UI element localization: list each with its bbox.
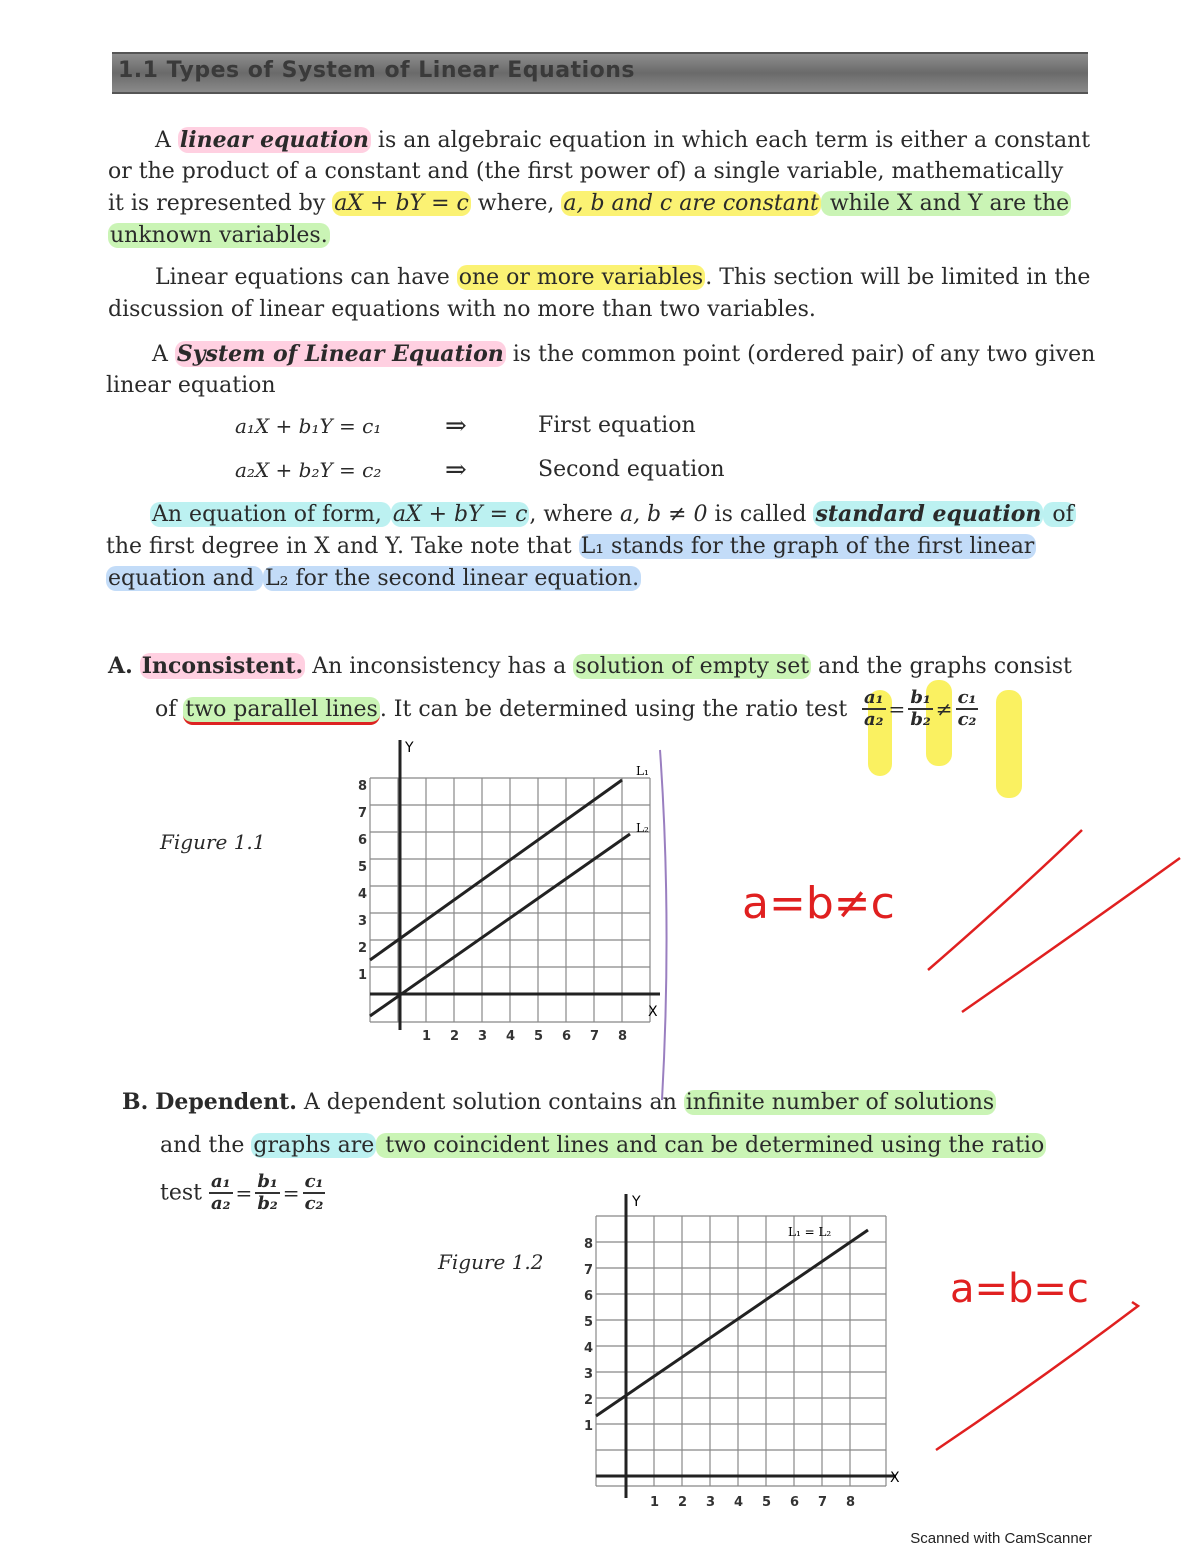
line-l1-l2 xyxy=(596,1230,868,1416)
svg-text:2: 2 xyxy=(584,1393,594,1408)
handwritten-note: a=b≠c xyxy=(742,878,895,929)
intro-line-2: or the product of a constant and (the first power of) a single variable, mathematically xyxy=(108,159,1064,184)
svg-text:3: 3 xyxy=(478,1029,488,1044)
pen-stroke xyxy=(660,750,667,1100)
svg-text:4: 4 xyxy=(734,1495,744,1510)
svg-text:7: 7 xyxy=(584,1263,594,1278)
section-title: 1.1 Types of System of Linear Equations xyxy=(118,58,635,83)
svg-text:8: 8 xyxy=(618,1029,628,1044)
dependent-line-2: and the graphs are two coincident lines and can be determined using the ratio xyxy=(160,1133,1045,1158)
svg-text:3: 3 xyxy=(358,914,368,929)
svg-text:2: 2 xyxy=(358,941,368,956)
equation-2-label: Second equation xyxy=(538,457,725,482)
inconsistent-line-1: A. Inconsistent. An inconsistency has a solution of empty set and the graphs consist xyxy=(108,653,1072,679)
standard-line-2: the first degree in X and Y. Take note that L₁ stands for the graph of the first linear xyxy=(106,534,1035,559)
svg-text:2: 2 xyxy=(450,1029,460,1044)
ratio-test-inconsistent: $\frac{\text{a₁}}{\text{a₂}}$ = $\frac{\text{b₁}}{\text{b₂}}$ ≠ $\frac{\text{c₁}}{\text{c₂}}$ xyxy=(864,687,977,730)
svg-text:3: 3 xyxy=(706,1495,716,1510)
svg-text:5: 5 xyxy=(762,1495,772,1510)
intro-line-4: unknown variables. xyxy=(110,223,328,248)
svg-text:5: 5 xyxy=(584,1315,594,1330)
svg-text:4: 4 xyxy=(506,1029,516,1044)
y-axis-label: Y xyxy=(405,740,414,756)
intro-p2-line-1: Linear equations can have one or more variables. This section will be limited in the xyxy=(155,265,1091,290)
equation-1-label: First equation xyxy=(538,413,696,438)
svg-text:3: 3 xyxy=(584,1367,594,1382)
svg-text:4: 4 xyxy=(584,1341,594,1356)
svg-text:7: 7 xyxy=(590,1029,600,1044)
l1-label: L₁ xyxy=(636,764,649,778)
figure-1-2-caption: Figure 1.2 xyxy=(438,1250,544,1274)
svg-text:4: 4 xyxy=(358,887,368,902)
svg-text:6: 6 xyxy=(790,1495,800,1510)
svg-text:8: 8 xyxy=(584,1237,594,1252)
equation-1: a₁X + b₁Y = c₁ xyxy=(235,414,382,438)
term-system: System of Linear Equation xyxy=(176,341,504,367)
pen-stroke xyxy=(928,830,1082,970)
dependent-line-1: B. Dependent. A dependent solution contains an infinite number of solutions xyxy=(122,1089,995,1115)
intro-line-3: it is represented by aX + bY = c where, a, b and c are constant while X and Y are the xyxy=(108,191,1070,216)
figure-1-1-graph xyxy=(330,730,680,1050)
equation-2: a₂X + b₂Y = c₂ xyxy=(235,458,382,482)
y-axis-label: Y xyxy=(632,1194,641,1210)
inconsistent-heading: Inconsistent. xyxy=(141,653,304,679)
figure-1-1-caption: Figure 1.1 xyxy=(160,830,266,854)
intro-p3-line-1: A System of Linear Equation is the common point (ordered pair) of any two given xyxy=(152,341,1096,367)
svg-text:7: 7 xyxy=(818,1495,828,1510)
svg-text:8: 8 xyxy=(358,779,368,794)
intro-p3-line-2: linear equation xyxy=(106,373,276,398)
svg-text:6: 6 xyxy=(584,1289,594,1304)
svg-text:6: 6 xyxy=(562,1029,572,1044)
intro-p2-line-2: discussion of linear equations with no more than two variables. xyxy=(108,297,816,322)
svg-text:1: 1 xyxy=(650,1495,660,1510)
handwritten-annotations-1 xyxy=(650,740,1200,1100)
footer-watermark: Scanned with CamScanner xyxy=(910,1530,1092,1547)
l2-label: L₂ xyxy=(636,821,649,835)
svg-text:1: 1 xyxy=(358,968,368,983)
pen-stroke xyxy=(936,1302,1138,1450)
handwritten-annotations-2 xyxy=(920,1240,1180,1470)
line-l1 xyxy=(370,780,622,960)
inconsistent-line-2: of two parallel lines. It can be determined using the ratio test xyxy=(155,694,847,726)
svg-text:5: 5 xyxy=(358,860,368,875)
svg-text:6: 6 xyxy=(358,833,368,848)
term-linear-equation: linear equation xyxy=(179,127,369,153)
x-tick-labels xyxy=(422,1029,627,1044)
figure-1-2-graph xyxy=(556,1186,916,1516)
standard-line-1: An equation of form, aX + bY = c, where a, b ≠ 0 is called standard equation of xyxy=(152,501,1074,527)
svg-text:7: 7 xyxy=(358,806,368,821)
ratio-test-dependent: test $\frac{\text{a₁}}{\text{a₂}}$ = $\frac{\text{b₁}}{\text{b₂}}$ = $\frac{\text{c₁}}{\text{c₂}}$ xyxy=(160,1171,324,1214)
x-axis-label: X xyxy=(890,1470,900,1486)
dependent-heading: Dependent. xyxy=(155,1089,297,1115)
handwritten-note: a=b=c xyxy=(950,1266,1089,1312)
l1-l2-label: L₁ = L₂ xyxy=(788,1225,832,1239)
svg-text:2: 2 xyxy=(678,1495,688,1510)
implies-arrow-icon: ⇒ xyxy=(445,455,467,485)
line-l2 xyxy=(370,834,630,1016)
standard-line-3: equation and L₂ for the second linear equation. xyxy=(108,566,640,591)
pen-stroke xyxy=(962,858,1180,1012)
intro-line-1: A linear equation is an algebraic equation in which each term is either a constant xyxy=(155,127,1091,153)
implies-arrow-icon: ⇒ xyxy=(445,411,467,441)
svg-text:1: 1 xyxy=(422,1029,432,1044)
x-tick-labels xyxy=(650,1495,855,1510)
svg-text:1: 1 xyxy=(584,1419,594,1434)
y-tick-labels xyxy=(584,1237,593,1434)
grid xyxy=(596,1216,886,1486)
svg-text:5: 5 xyxy=(534,1029,544,1044)
x-axis-label: X xyxy=(648,1004,658,1020)
y-tick-labels xyxy=(358,779,367,983)
svg-text:8: 8 xyxy=(846,1495,856,1510)
